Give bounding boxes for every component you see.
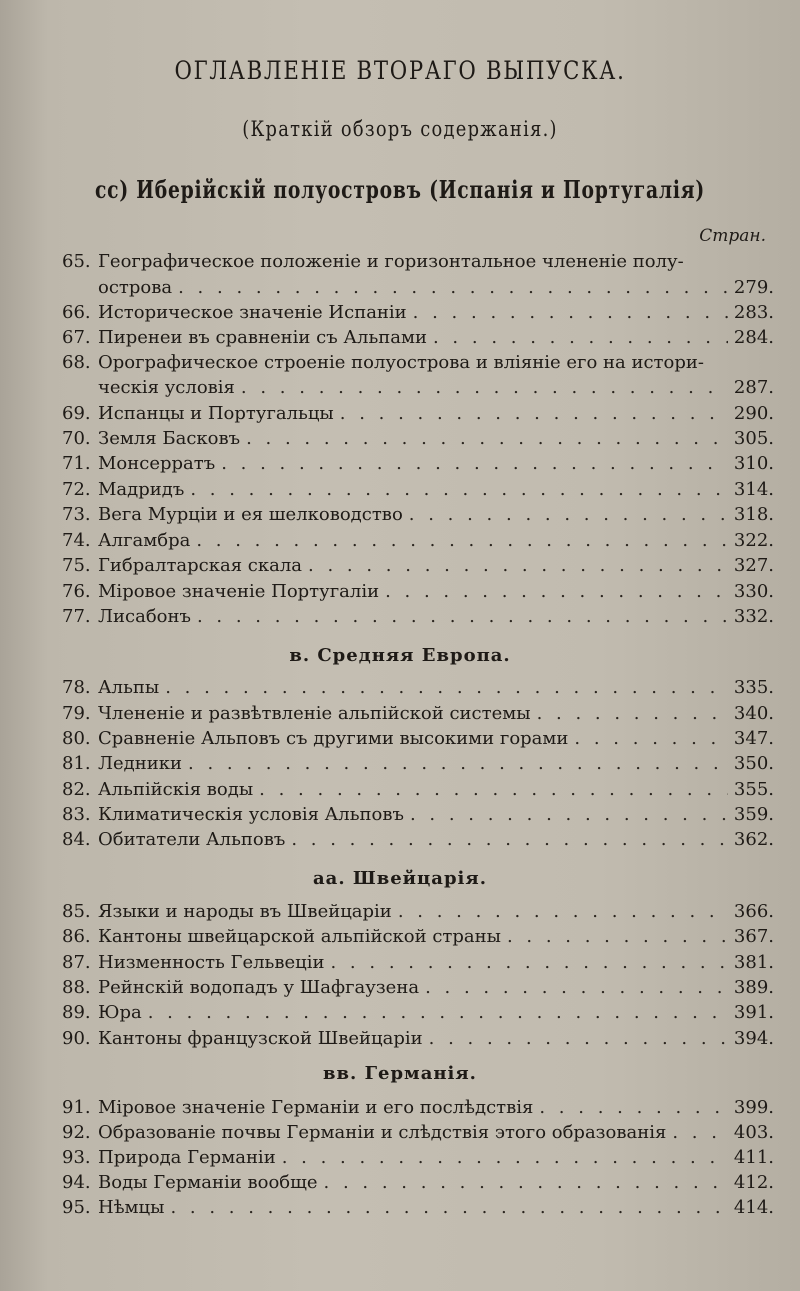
entry-number: 72.: [62, 479, 91, 500]
entry-page: 340.: [733, 703, 774, 724]
toc-entry: [62, 427, 774, 451]
section-heading-germany: вв. Германія.: [323, 1063, 477, 1084]
entry-page: 389.: [733, 977, 774, 998]
toc-entry: [62, 580, 774, 604]
leader-dots: [537, 702, 728, 726]
leader-dots: [165, 676, 728, 700]
entry-number: 92.: [62, 1122, 91, 1143]
leader-dots: [291, 828, 728, 852]
toc-entry: [62, 925, 774, 949]
leader-dots: [241, 376, 728, 400]
entry-title: Историческое значеніе Испаніи: [98, 302, 407, 323]
toc-entry: [62, 1121, 774, 1145]
leader-dots: [196, 529, 728, 553]
entry-number: 94.: [62, 1172, 91, 1193]
entry-title: Кантоны французской Швейцаріи: [98, 1028, 423, 1049]
entry-page: 335.: [733, 677, 774, 698]
entry-title: Ледники: [98, 753, 182, 774]
entry-title: Мадридъ: [98, 479, 185, 500]
toc-entry: [62, 301, 774, 325]
entry-number: 88.: [62, 977, 91, 998]
toc-entry: [62, 976, 774, 1000]
entry-page: 411.: [733, 1147, 774, 1168]
entry-title: Юра: [98, 1002, 142, 1023]
entry-page: 347.: [733, 728, 774, 749]
entry-title: Лисабонъ: [98, 606, 191, 627]
entry-number: 76.: [62, 581, 91, 602]
entry-title: Альпы: [98, 677, 160, 698]
entry-number: 93.: [62, 1147, 91, 1168]
leader-dots: [308, 554, 728, 578]
entry-title: Кантоны швейцарской альпійской страны: [98, 926, 501, 947]
entry-title: ческія условія: [98, 377, 235, 398]
entry-page: 314.: [733, 479, 774, 500]
entry-title: Міровое значеніе Португаліи: [98, 581, 380, 602]
section-heading-iberia: сс) Иберійскій полуостровъ (Испанія и Португалія): [94, 175, 706, 204]
leader-dots: [324, 1171, 728, 1195]
entry-title: Гибралтарская скала: [98, 555, 303, 576]
leader-dots: [197, 605, 728, 629]
entry-number: 91.: [62, 1097, 91, 1118]
entry-page: 287.: [733, 377, 774, 398]
page-title: ОГЛАВЛЕНІЕ ВТОРАГО ВЫПУСКА.: [174, 56, 626, 85]
toc-entry: [62, 326, 774, 350]
entry-number: 86.: [62, 926, 91, 947]
toc-entry: [62, 676, 774, 700]
leader-dots: [539, 1096, 728, 1120]
entry-page: 399.: [733, 1097, 774, 1118]
page-column-label: Стран.: [699, 226, 766, 246]
entry-title: Сравненіе Альповъ съ другими высокими горами: [98, 728, 569, 749]
leader-dots: [425, 976, 728, 1000]
entry-title: Воды Германіи вообще: [98, 1172, 318, 1193]
entry-title: Альпійскія воды: [98, 779, 254, 800]
entry-number: 69.: [62, 403, 91, 424]
entry-number: 77.: [62, 606, 91, 627]
entry-page: 394.: [733, 1028, 774, 1049]
toc-entry: [62, 478, 774, 502]
leader-dots: [148, 1001, 728, 1025]
entry-number: 85.: [62, 901, 91, 922]
toc-entry: [62, 803, 774, 827]
entry-number: 90.: [62, 1028, 91, 1049]
leader-dots: [413, 301, 728, 325]
leader-dots: [507, 925, 728, 949]
toc-entry: [62, 900, 774, 924]
leader-dots: [221, 452, 728, 476]
entry-page: 318.: [733, 504, 774, 525]
section-heading-middle-europe: в. Средняя Европа.: [289, 645, 511, 666]
entry-page: 350.: [733, 753, 774, 774]
entry-page: 290.: [733, 403, 774, 424]
toc-entry: [62, 250, 774, 274]
entry-title: острова: [98, 277, 173, 298]
entry-page: 284.: [733, 327, 774, 348]
entry-page: 414.: [733, 1197, 774, 1218]
entry-page: 362.: [733, 829, 774, 850]
toc-entry: [62, 605, 774, 629]
entry-page: 332.: [733, 606, 774, 627]
toc-entry: [98, 376, 774, 400]
leader-dots: [178, 276, 728, 300]
entry-title: Алгамбра: [98, 530, 191, 551]
entry-page: 391.: [733, 1002, 774, 1023]
leader-dots: [259, 778, 728, 802]
entry-number: 75.: [62, 555, 91, 576]
entry-number: 74.: [62, 530, 91, 551]
entry-title: Монсерратъ: [98, 453, 216, 474]
entry-title: Климатическія условія Альповъ: [98, 804, 404, 825]
entry-title: Вега Мурціи и ея шелководство: [98, 504, 403, 525]
leader-dots: [672, 1121, 728, 1145]
toc-entry: [62, 951, 774, 975]
entry-page: 367.: [733, 926, 774, 947]
entry-page: 355.: [733, 779, 774, 800]
entry-page: 279.: [733, 277, 774, 298]
entry-number: 87.: [62, 952, 91, 973]
entry-title: Члененіе и развѣтвленіе альпійской системы: [98, 703, 531, 724]
entry-page: 305.: [733, 428, 774, 449]
leader-dots: [574, 727, 728, 751]
entry-number: 89.: [62, 1002, 91, 1023]
entry-page: 322.: [733, 530, 774, 551]
entry-page: 359.: [733, 804, 774, 825]
entry-page: 403.: [733, 1122, 774, 1143]
toc-entry: [62, 828, 774, 852]
toc-entry: [62, 402, 774, 426]
entry-number: 95.: [62, 1197, 91, 1218]
entry-page: 330.: [733, 581, 774, 602]
leader-dots: [385, 580, 728, 604]
toc-entry: [62, 1196, 774, 1220]
entry-title: Обитатели Альповъ: [98, 829, 286, 850]
toc-entry: [62, 529, 774, 553]
toc-entry: [62, 778, 774, 802]
entry-title: Низменность Гельвеціи: [98, 952, 325, 973]
section-heading-switzerland: аа. Швейцарія.: [313, 868, 487, 889]
entry-number: 68.: [62, 352, 91, 373]
toc-entry: [62, 752, 774, 776]
leader-dots: [330, 951, 727, 975]
leader-dots: [340, 402, 728, 426]
entry-number: 83.: [62, 804, 91, 825]
leader-dots: [282, 1146, 728, 1170]
toc-entry: [62, 554, 774, 578]
toc-entry: [62, 1146, 774, 1170]
entry-number: 79.: [62, 703, 91, 724]
leader-dots: [410, 803, 728, 827]
entry-title: Образованіе почвы Германіи и слѣдствія этого образованія: [98, 1122, 667, 1143]
leader-dots: [398, 900, 728, 924]
leader-dots: [409, 503, 728, 527]
entry-number: 73.: [62, 504, 91, 525]
toc-entry: [62, 1001, 774, 1025]
entry-number: 84.: [62, 829, 91, 850]
entry-page: 412.: [733, 1172, 774, 1193]
entry-title: Географическое положеніе и горизонтальное члененіе полу-: [98, 251, 684, 272]
toc-entry: [62, 452, 774, 476]
entry-page: 310.: [733, 453, 774, 474]
toc-entry: [62, 727, 774, 751]
toc-entry: [62, 351, 774, 375]
page-subtitle: (Краткій обзоръ содержанія.): [242, 117, 558, 141]
entry-number: 78.: [62, 677, 91, 698]
entry-number: 82.: [62, 779, 91, 800]
entry-title: Рейнскій водопадъ у Шафгаузена: [98, 977, 420, 998]
leader-dots: [246, 427, 728, 451]
entry-number: 81.: [62, 753, 91, 774]
entry-title: Орографическое строеніе полуострова и вліяніе его на истори-: [98, 352, 704, 373]
entry-number: 71.: [62, 453, 91, 474]
toc-entry: [62, 1096, 774, 1120]
leader-dots: [190, 478, 728, 502]
entry-title: Природа Германіи: [98, 1147, 276, 1168]
entry-title: Пиренеи въ сравненіи съ Альпами: [98, 327, 427, 348]
toc-entry: [62, 503, 774, 527]
entry-title: Нѣмцы: [98, 1197, 165, 1218]
entry-page: 283.: [733, 302, 774, 323]
entry-title: Языки и народы въ Швейцаріи: [98, 901, 392, 922]
entry-title: Земля Басковъ: [98, 428, 241, 449]
leader-dots: [170, 1196, 727, 1220]
entry-page: 327.: [733, 555, 774, 576]
entry-title: Міровое значеніе Германіи и его послѣдствія: [98, 1097, 534, 1118]
leader-dots: [429, 1027, 728, 1051]
entry-page: 381.: [733, 952, 774, 973]
toc-entry: [98, 276, 774, 300]
entry-number: 65.: [62, 251, 91, 272]
toc-entry: [62, 1027, 774, 1051]
entry-page: 366.: [733, 901, 774, 922]
leader-dots: [433, 326, 728, 350]
leader-dots: [188, 752, 728, 776]
toc-entry: [62, 702, 774, 726]
entry-number: 66.: [62, 302, 91, 323]
entry-number: 80.: [62, 728, 91, 749]
toc-entry: [62, 1171, 774, 1195]
entry-title: Испанцы и Португальцы: [98, 403, 334, 424]
entry-number: 67.: [62, 327, 91, 348]
entry-number: 70.: [62, 428, 91, 449]
